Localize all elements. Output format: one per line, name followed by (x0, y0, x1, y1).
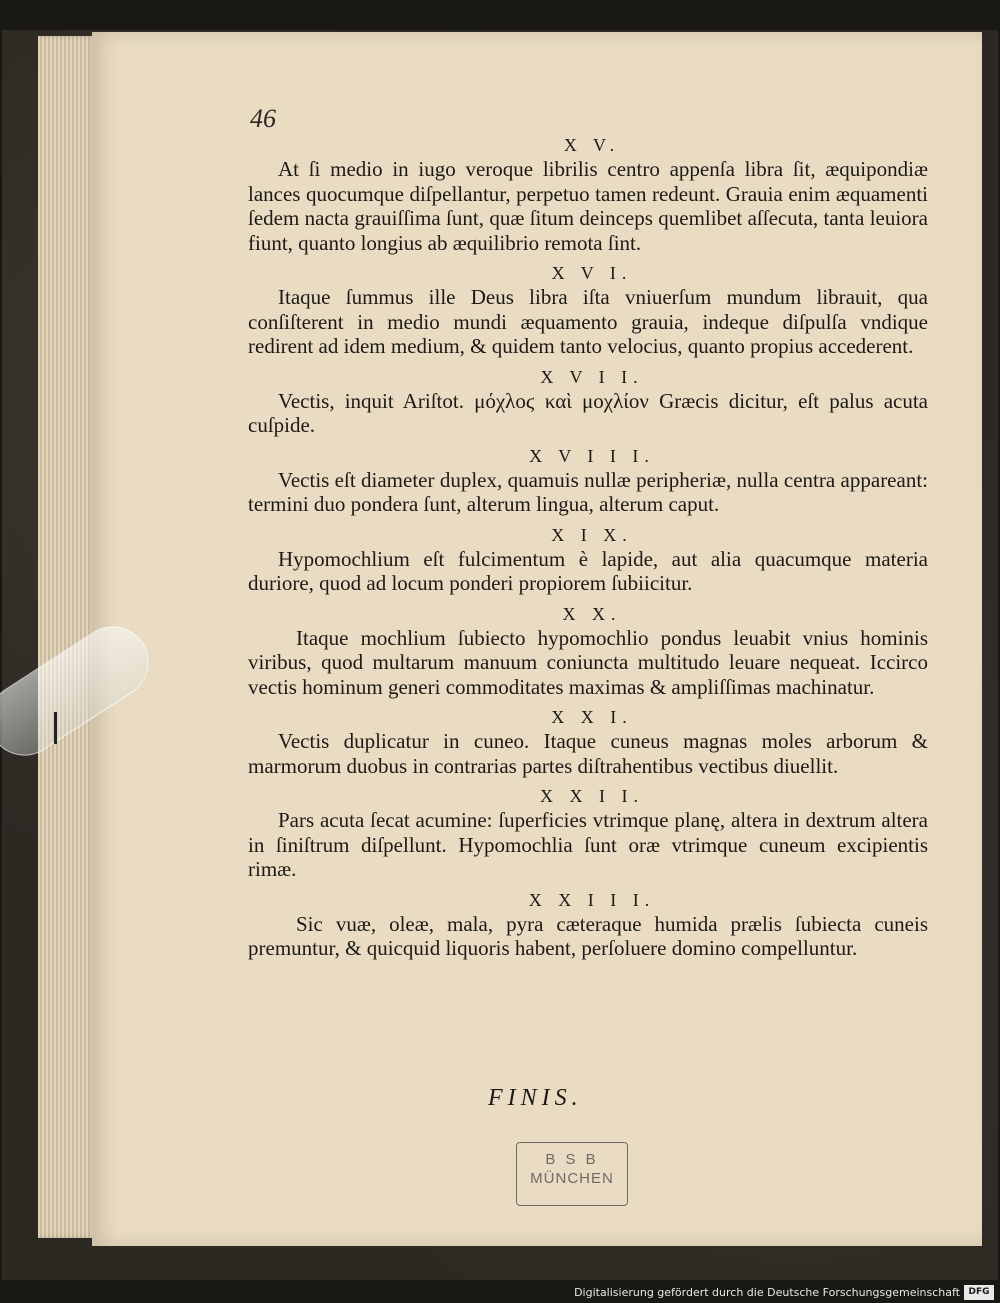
section-text: Vectis, inquit Ariſtot. μόχλοϛ καὶ μοχλίον Græcis dicitur, eſt palus acuta cuſpide. (248, 388, 928, 437)
section-text: Pars acuta ſecat acumine: ſuperficies vtrimque planę, altera in dextrum altera in ſiniſtrum diſpellunt. Hypomochlia ſunt oræ vtrimque cuneum excipientis rimæ. (248, 808, 928, 881)
text-block (248, 133, 928, 967)
section-number: X X. (562, 603, 622, 624)
section-xvii (248, 365, 928, 438)
section-xx (248, 602, 928, 700)
section-text: Itaque ſummus ille Deus libra iſta vniuerſum mundum librauit, qua conſiſterent in medio mundi æquamento grauia, indeque diſpulſa vndique redirent ad idem medium, & quidem tanto velocius, quanto propius accederent. (248, 285, 928, 358)
section-number: X V I I I. (529, 445, 655, 466)
finis-label: FINIS. (488, 1085, 583, 1111)
section-xv (248, 133, 928, 255)
digitization-credit: Digitalisierung gefördert durch die Deutsche Forschungsgemeinschaft (574, 1286, 960, 1299)
stamp-line-1: B S B (545, 1151, 599, 1168)
section-text: Sic vuæ, oleæ, mala, pyra cæteraque humida prælis ſubiecta cuneis premuntur, & quicquid liquoris habent, perſoluere domino compelluntur. (248, 911, 928, 960)
section-xvi (248, 261, 928, 359)
section-number: X X I I. (540, 786, 644, 806)
section-text: Vectis eſt diameter duplex, quamuis nullæ peripheriæ, nulla centra appareant: termini duo pondera ſunt, alterum lingua, alterum caput. (248, 467, 928, 516)
section-text: Hypomochlium eſt fulcimentum è lapide, aut alia quacumque materia duriore, quod ad locum ponderi propiorem ſubiicitur. (248, 546, 928, 595)
section-xxii (248, 784, 928, 882)
section-xix (248, 523, 928, 596)
section-xxi (248, 705, 928, 778)
section-number: X V. (563, 135, 621, 155)
section-number: X V I I. (540, 366, 644, 387)
page-number: 46 (250, 104, 276, 133)
section-text: Vectis duplicatur in cuneo. Itaque cuneus magnas moles arborum & marmorum duobus in contrarias partes diſtrahentibus vectibus diuellit. (248, 729, 928, 778)
stamp-line-2: MÜNCHEN (530, 1170, 614, 1187)
dfg-logo: DFG (964, 1285, 994, 1300)
section-text: Itaque mochlium ſubiecto hypomochlio pondus leuabit vnius hominis viribus, quod multarum manuum coniuncta multitudo leuare nequeat. Iccirco vectis hominum generi commoditates maximas & ampliſſimas machinatur. (248, 625, 928, 699)
section-number: X X I I I. (528, 889, 656, 910)
section-xviii (248, 444, 928, 517)
section-number: X V I. (551, 263, 633, 283)
section-number: X X I. (551, 707, 633, 727)
page-clip-mark (54, 712, 57, 744)
section-xxiii (248, 888, 928, 961)
library-stamp (516, 1142, 628, 1206)
section-text: At ſi medio in iugo veroque librilis centro appenſa libra ſit, æquipondiæ lances quocumque diſpellantur, perpetuo tamen redeunt. Grauia enim æquamenti ſedem nacta grauiſſima ſunt, quæ ſitum deinceps quemlibet aſſecuta, tanta leuiora fiunt, quanto longius ab æquilibrio remota ſint. (248, 157, 928, 255)
section-number: X I X. (551, 524, 633, 545)
